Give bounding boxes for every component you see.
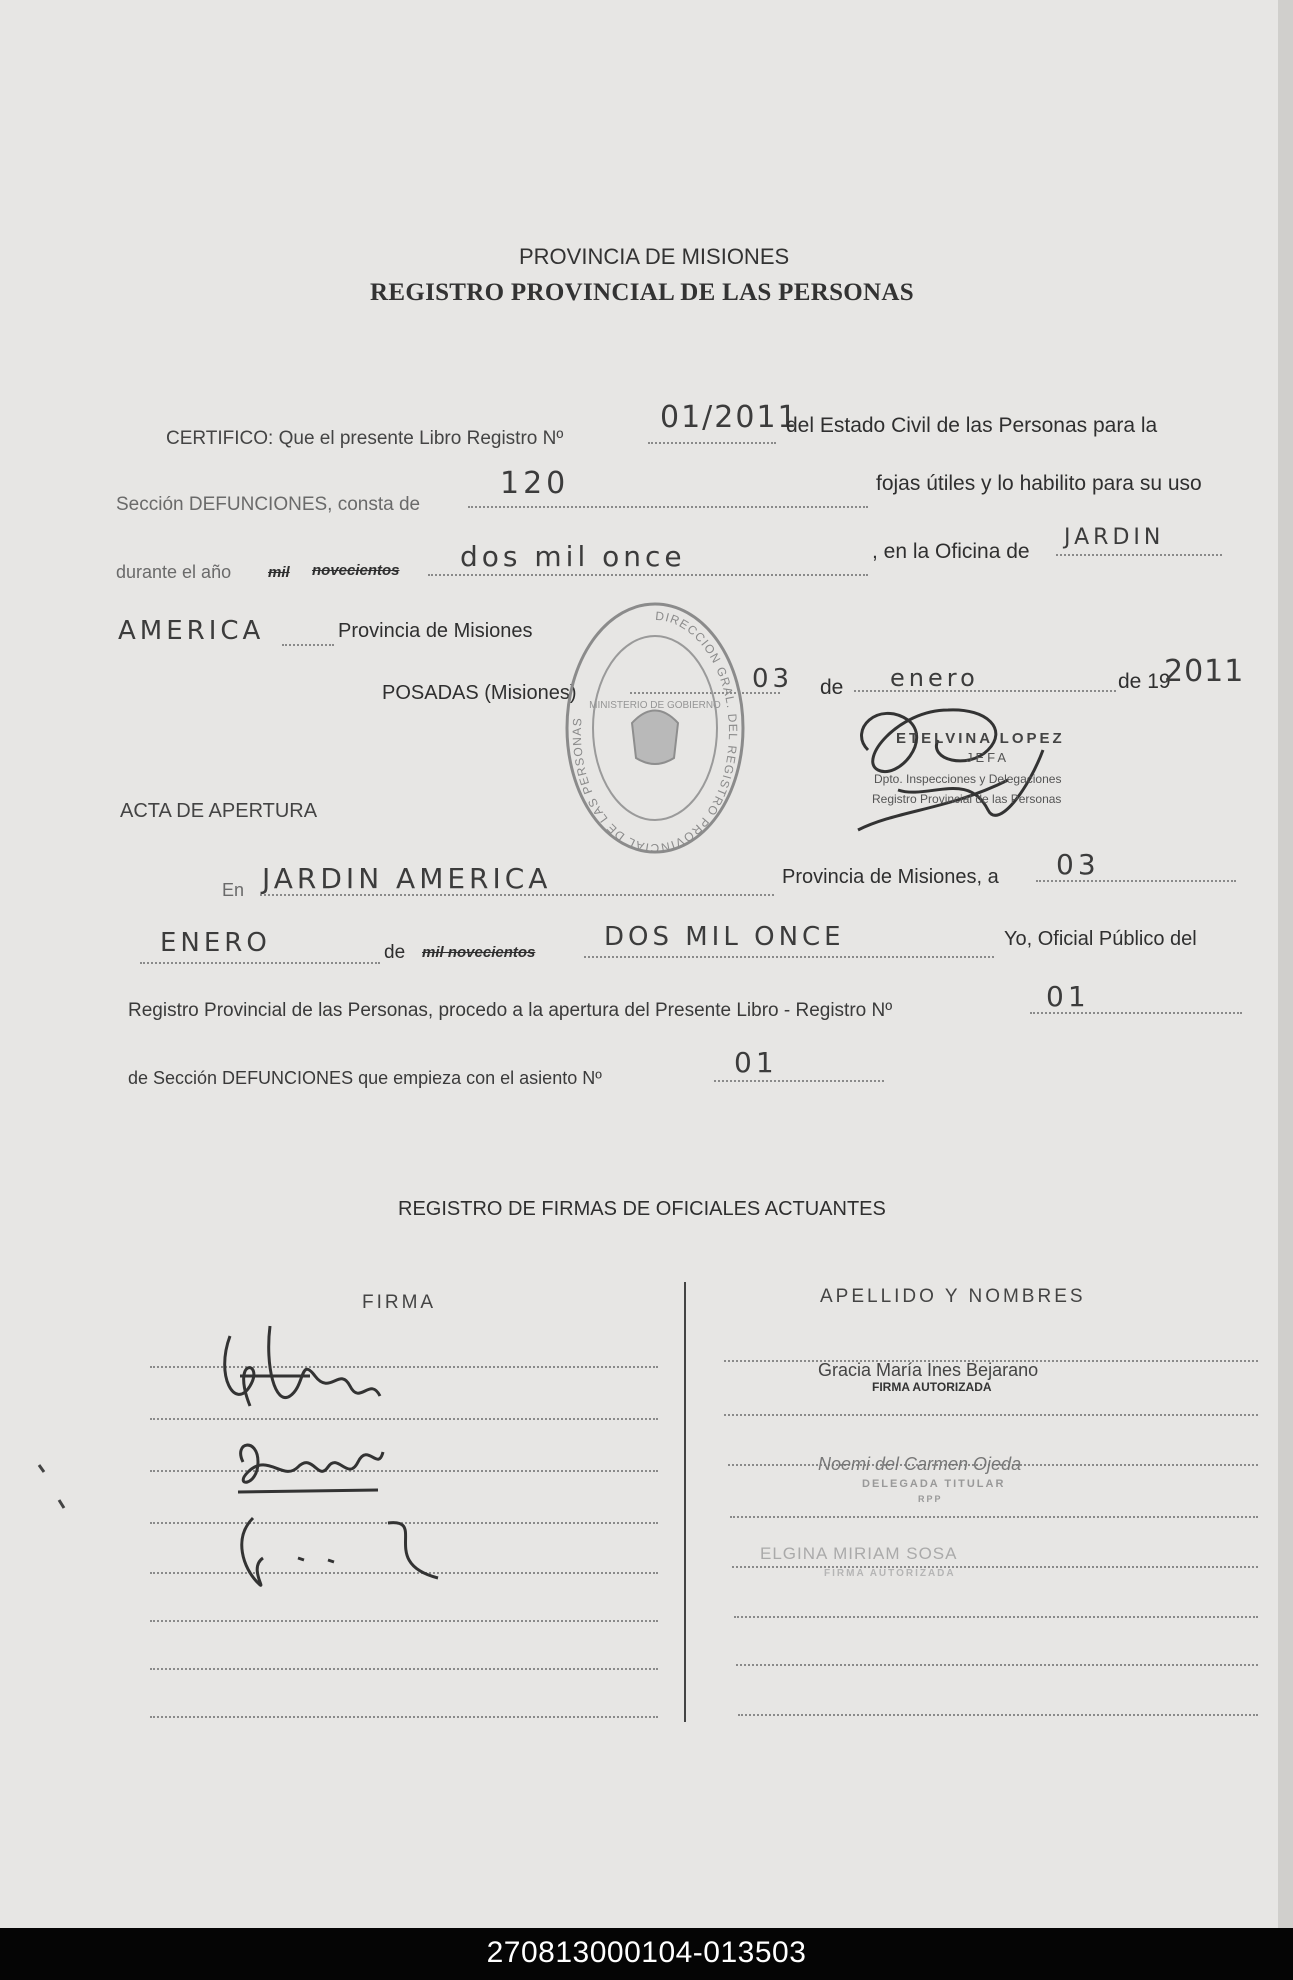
acta-line3: Registro Provincial de las Personas, procedo a la apertura del Presente Libro - Registro Nº xyxy=(128,1000,893,1021)
header-province: PROVINCIA DE MISIONES xyxy=(519,244,790,269)
nombre-line xyxy=(738,1714,1258,1716)
image-id-bar xyxy=(0,1928,1293,1980)
entry-3-name: ELGINA MIRIAM SOSA xyxy=(760,1544,958,1563)
entry-1-name: Gracia María Ines Bejarano xyxy=(818,1360,1039,1380)
entry-1-note: FIRMA AUTORIZADA xyxy=(872,1380,992,1394)
nombre-line xyxy=(724,1414,1258,1416)
margin-mark xyxy=(34,1460,74,1520)
dots xyxy=(428,574,868,576)
entry-3-note: FIRMA AUTORIZADA xyxy=(824,1568,956,1579)
firmas-title: REGISTRO DE FIRMAS DE OFICIALES ACTUANTES xyxy=(398,1198,886,1220)
signature-2 xyxy=(228,1432,388,1502)
official-round-seal xyxy=(560,598,750,858)
month-handwritten: enero xyxy=(890,664,979,692)
folios-handwritten: 120 xyxy=(500,466,570,501)
nombre-line xyxy=(736,1664,1258,1666)
cert-line4-suffix: Provincia de Misiones xyxy=(338,620,533,642)
place-label: POSADAS (Misiones) xyxy=(382,682,577,704)
seal-ring-text: DIRECCION GRAL. DEL REGISTRO PROVINCIAL DE LAS PERSONAS xyxy=(569,608,741,856)
signature-3 xyxy=(228,1508,448,1598)
seal-inner-text: MINISTERIO DE GOBIERNO xyxy=(589,700,721,711)
acta-prov: Provincia de Misiones, a xyxy=(782,866,999,888)
dots xyxy=(282,644,334,646)
firma-line xyxy=(150,1668,658,1670)
cert-line3-mid: , en la Oficina de xyxy=(872,540,1030,563)
acta-crossed: mil novecientos xyxy=(422,944,536,961)
year-handwritten: 2011 xyxy=(1164,654,1245,689)
acta-line4: de Sección DEFUNCIONES que empieza con el asiento Nº xyxy=(128,1068,602,1088)
office-handwritten-2: AMERICA xyxy=(118,616,265,646)
dots xyxy=(714,1080,884,1082)
official-signature xyxy=(838,690,1058,840)
nombre-line xyxy=(732,1566,1258,1568)
office-handwritten-1: JARDIN xyxy=(1064,525,1165,550)
official-stamp-dept-2: Registro Provincial de las Personas xyxy=(872,792,1062,806)
cert-line1-prefix: CERTIFICO: Que el presente Libro Registro Nº xyxy=(166,428,564,449)
acta-day-handwritten: 03 xyxy=(1056,848,1100,881)
firma-line xyxy=(150,1470,658,1472)
acta-registro-handwritten: 01 xyxy=(1046,980,1090,1013)
firma-line xyxy=(150,1716,658,1718)
dots xyxy=(468,506,868,508)
col-nombres-header: APELLIDO Y NOMBRES xyxy=(820,1286,1086,1307)
acta-year-handwritten: DOS MIL ONCE xyxy=(604,922,845,952)
year-words-handwritten: dos mil once xyxy=(460,540,686,573)
dots xyxy=(1056,554,1222,556)
de-label-2: de 19 xyxy=(1118,670,1171,693)
acta-en: En xyxy=(222,880,245,900)
cert-line1-suffix: del Estado Civil de las Personas para la xyxy=(786,414,1158,437)
book-number-handwritten: 01/2011 xyxy=(660,400,799,435)
official-stamp-dept-1: Dpto. Inspecciones y Delegaciones xyxy=(874,772,1062,786)
acta-de: de xyxy=(384,942,406,963)
nombre-line xyxy=(730,1516,1258,1518)
image-id-text: 270813000104-013503 xyxy=(486,1936,807,1969)
day-handwritten: 03 xyxy=(752,664,794,694)
header-registry: REGISTRO PROVINCIAL DE LAS PERSONAS xyxy=(370,279,914,306)
crossed-mil: mil xyxy=(268,564,290,581)
acta-heading: ACTA DE APERTURA xyxy=(120,800,318,822)
de-label-1: de xyxy=(820,676,844,699)
entry-2-note2: RPP xyxy=(918,1494,943,1504)
cert-line2-suffix: fojas útiles y lo habilito para su uso xyxy=(876,472,1202,495)
acta-yo: Yo, Oficial Público del xyxy=(1004,928,1197,950)
cert-line2-prefix: Sección DEFUNCIONES, consta de xyxy=(116,494,421,515)
dots xyxy=(648,442,776,444)
dots xyxy=(140,962,380,964)
acta-asiento-handwritten: 01 xyxy=(734,1046,778,1079)
col-firma-header: FIRMA xyxy=(362,1292,437,1313)
firma-line xyxy=(150,1620,658,1622)
acta-month-handwritten: ENERO xyxy=(160,928,271,958)
dots xyxy=(584,956,994,958)
crossed-novecientos: novecientos xyxy=(312,562,400,579)
signature-1 xyxy=(210,1316,390,1426)
entry-2-note: DELEGADA TITULAR xyxy=(862,1478,1006,1490)
official-stamp-title: JEFA xyxy=(966,750,1010,765)
page-edge xyxy=(1278,0,1293,1928)
column-divider xyxy=(684,1282,686,1722)
acta-place-handwritten: JARDIN AMERICA xyxy=(262,862,552,895)
official-stamp-name: ETELVINA LOPEZ xyxy=(896,730,1065,747)
cert-line3-prefix: durante el año xyxy=(116,562,232,582)
nombre-line xyxy=(734,1616,1258,1618)
entry-2-name: Noemi del Carmen Ojeda xyxy=(818,1454,1022,1474)
coat-of-arms-icon xyxy=(632,711,678,765)
